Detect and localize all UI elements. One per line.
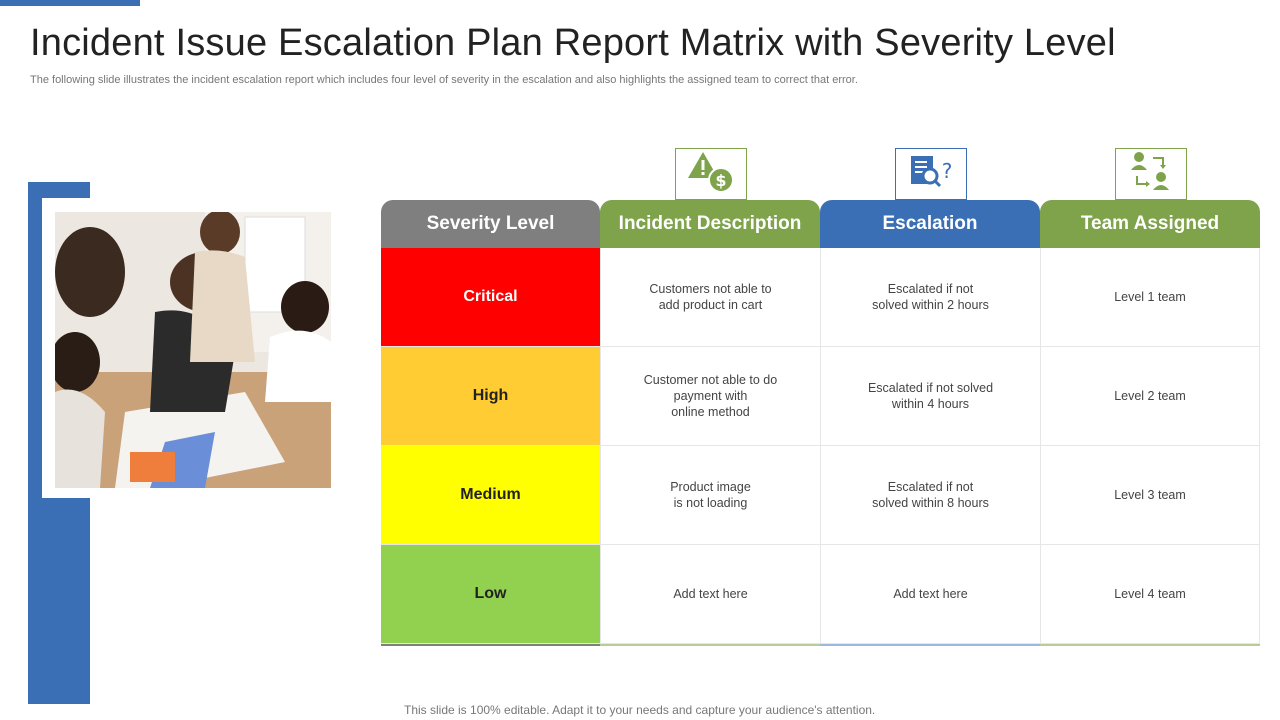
- escalation-cell: Escalated if not solved within 2 hours: [820, 248, 1040, 346]
- table-row: [381, 248, 1260, 347]
- team-assigned-cell: Level 1 team: [1040, 248, 1260, 346]
- team-photo: [55, 212, 331, 488]
- warning-dollar-icon: [687, 150, 735, 199]
- incident-description-cell: Product image is not loading: [600, 446, 820, 544]
- severity-low: Low: [381, 545, 600, 643]
- severity-medium: Medium: [381, 446, 600, 544]
- header-escalation: Escalation: [820, 200, 1040, 248]
- incident-description-cell: Customer not able to do payment with online method: [600, 347, 820, 445]
- incident-icon-box: [675, 148, 747, 200]
- table-bottom-rule: [381, 644, 1260, 646]
- incident-description-cell: Customers not able to add product in cart: [600, 248, 820, 346]
- page-subtitle: The following slide illustrates the incident escalation report which includes four level of severity in the escalation and also highlights the assigned team to correct that error.: [30, 74, 858, 86]
- escalation-icon-box: [895, 148, 967, 200]
- page-title: Incident Issue Escalation Plan Report Matrix with Severity Level: [30, 22, 1116, 64]
- table-row: [381, 545, 1260, 644]
- header-team-assigned: Team Assigned: [1040, 200, 1260, 248]
- escalation-matrix: [381, 200, 1260, 646]
- header-severity-level: Severity Level: [381, 200, 600, 248]
- top-accent-bar: [0, 0, 140, 6]
- people-transfer-icon: [1129, 150, 1173, 199]
- team-assigned-cell: Level 4 team: [1040, 545, 1260, 643]
- table-row: [381, 347, 1260, 446]
- escalation-cell: Escalated if not solved within 4 hours: [820, 347, 1040, 445]
- team-assigned-cell: Level 3 team: [1040, 446, 1260, 544]
- incident-description-cell: Add text here: [600, 545, 820, 643]
- footer-note: This slide is 100% editable. Adapt it to your needs and capture your audience's attention.: [404, 703, 876, 717]
- escalation-cell: Escalated if not solved within 8 hours: [820, 446, 1040, 544]
- severity-critical: Critical: [381, 248, 600, 346]
- svg-text:$: $: [715, 170, 727, 190]
- matrix-header-row: [381, 200, 1260, 248]
- team-assigned-cell: Level 2 team: [1040, 347, 1260, 445]
- table-row: [381, 446, 1260, 545]
- severity-high: High: [381, 347, 600, 445]
- escalation-cell: Add text here: [820, 545, 1040, 643]
- team-icon-box: [1115, 148, 1187, 200]
- header-incident-description: Incident Description: [600, 200, 820, 248]
- document-search-question-icon: [907, 152, 955, 197]
- svg-text:?: ?: [941, 158, 953, 183]
